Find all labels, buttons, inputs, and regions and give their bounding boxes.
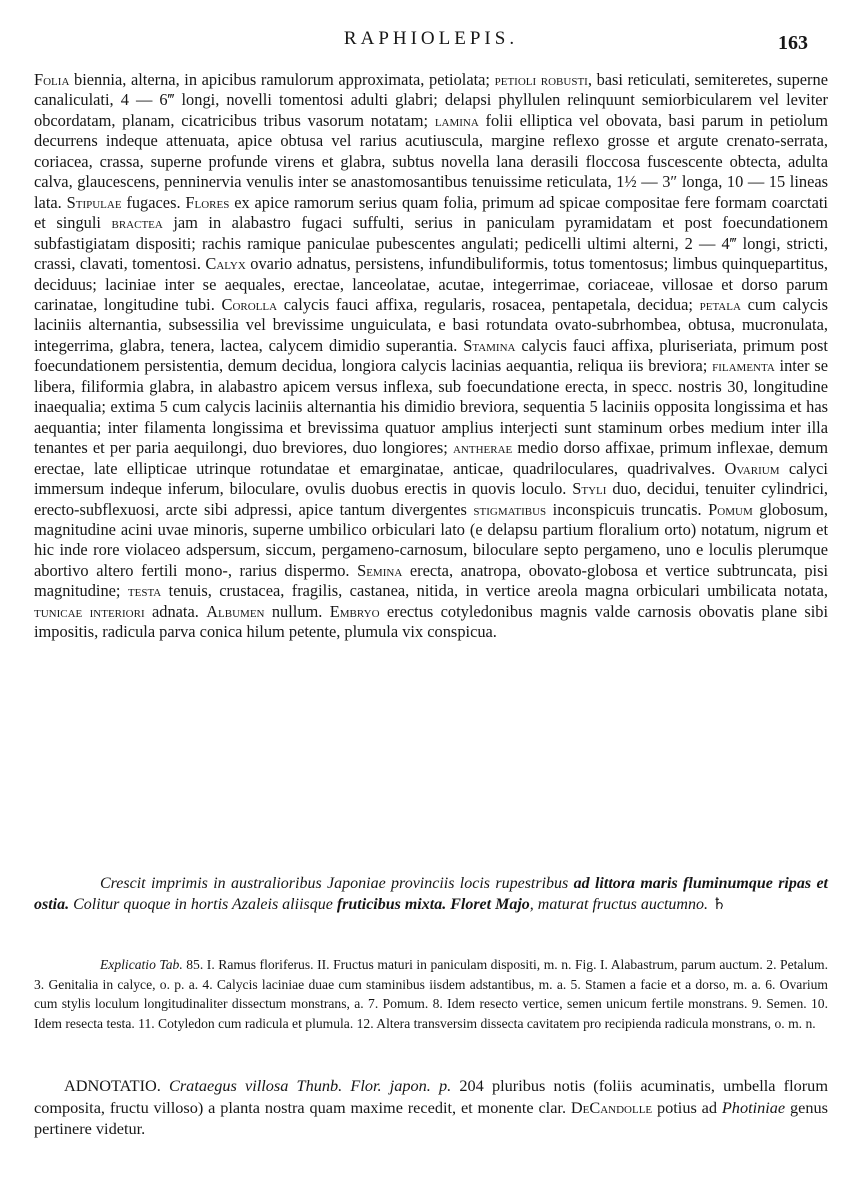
- adnotatio-text: potius ad: [652, 1097, 722, 1117]
- text-run: inconspicuis truncatis.: [546, 499, 709, 519]
- term-styli: Styli: [572, 479, 607, 499]
- term-stipulae: Stipulae: [66, 192, 122, 212]
- term-petala: petala: [699, 294, 741, 314]
- term-lamina: lamina: [434, 110, 479, 130]
- text-run: medio dorso affixae, primum inflexae, demum erectae, late ellipticae utrinque rotundatae et emarginatae, anticae, quadriloculares, quadrivalves.: [34, 438, 828, 478]
- text-run: calyci immersum indeque inferum, biloculare, ovulis duobus erectis in quovis loculo.: [34, 458, 828, 499]
- adnotatio-text: genus pertinere videtur.: [34, 1097, 828, 1138]
- description-paragraph: [34, 70, 828, 643]
- term-testa: testa: [127, 581, 162, 601]
- adnotatio-label: ADNOTATIO.: [64, 1076, 161, 1095]
- text-run: calycis fauci affixa, pluriseriata, primum post foecundationem persistentia, demum decidua, longiora calycis lacinias aequantia, reliqua iis breviora;: [34, 335, 828, 376]
- explicatio-label: Explicatio Tab.: [100, 957, 183, 972]
- page-number: 163: [778, 32, 808, 54]
- text-run: nullum.: [264, 601, 330, 621]
- term-antherae: antherae: [452, 438, 513, 458]
- text-run: biennia, alterna, in apicibus ramulorum approximata, petiolata;: [69, 70, 495, 89]
- text-run: inter se libera, filiformia glabra, in alabastro apicem versus inflexa, sub foecundatione erecta, in specc. nostris 30, longitudine inaequalia; extima 5 cum calycis laciniis alternantia his dimidio breviora, sequentia 5 laciniis opposita longissima et has aequantia; inter filamenta longissima et brevissima quatuor amplius interjecti sunt staminum orbes medium inter illa tenantes et per paria aequilongi, duo breviores, duo longiores;: [34, 356, 828, 458]
- text-run: globosum, magnitudine acini uvae minoris, superne umbilico orbiculari lato (e delapsu partium floralium orto) notatum, nigrum et hic inde rore violaceo adspersum, siccum, pergameno-carnosum, biloculare septo pergameno, uno e loculis plerumque abortivo altero fertili mono-, rarius dispermo.: [34, 499, 828, 580]
- plate-explanation: [34, 955, 828, 1033]
- term-tunicae: tunicae interiori: [34, 601, 145, 621]
- term-pomum: Pomum: [708, 499, 753, 519]
- term-folia: Folia: [34, 70, 70, 89]
- adnotatio-paragraph: [34, 1075, 828, 1140]
- running-header: RAPHIOLEPIS.: [343, 28, 519, 49]
- text-run: ex apice ramorum serius quam folia, primum ad spicae compositae fere formam coarctati et singuli: [34, 192, 828, 233]
- genus-photiniae: Photiniae: [721, 1097, 786, 1117]
- text-run: folii elliptica vel obovata, basi parum in petiolum decurrens indeque attenuata, apice obtusa vel rarius acutiuscula, margine reflexo grosse et argute crenato-serrata, coriacea, crassa, superne profunde virens et glabra, subtus novella lana derasili floccosa fuscescente obtecta, adulta calva, glaucescens, penninervia venulis inter se anastomosantibus tenuissime reticulata, 1½ — 3″ longa, 10 — 15 lineas lata.: [34, 110, 828, 212]
- text-run: duo, decidui, tenuiter cylindrici, erecto-subflexuosi, arcte sibi adpressi, apice tantum divergentes: [34, 479, 828, 519]
- adnotatio-text: 204 pluribus notis (foliis acuminatis, umbella florum composita, fructu villoso) a planta nostra quam maxime recedit, et monente clar.: [34, 1076, 828, 1117]
- text-run: tenuis, crustacea, fragilis, castanea, nitida, in vertice areola magna orbiculari umbilicata notata,: [161, 581, 828, 601]
- term-corolla: Corolla: [221, 294, 278, 314]
- habitat-text: Crescit imprimis in australioribus Japoniae provinciis locis rupestribus: [100, 875, 574, 892]
- habitat-paragraph: [34, 873, 828, 915]
- text-run: erectus cotyledonibus magnis valde carnosis obovatis plane sibi impositis, radicula parva conica hilum petente, plumula vix conspicua.: [34, 601, 829, 642]
- text-run: ovario adnatus, persistens, infundibuliformis, totus tomentosus; limbus quinquepartitus, deciduus; laciniae inter se aequales, erectae, lanceolatae, acutae, integerrimae, coriaceae, villosae et dorso parum carinatae, longitudine tubi.: [34, 254, 828, 314]
- term-petioli: petioli robusti: [494, 70, 588, 89]
- author-decandolle: DeCandolle: [570, 1097, 653, 1117]
- text-run: calycis fauci affixa, regularis, rosacea, pentapetala, decidua;: [277, 294, 700, 314]
- term-stamina: Stamina: [463, 335, 516, 355]
- text-run: fugaces.: [121, 192, 186, 212]
- term-stigmatibus: stigmatibus: [473, 499, 547, 519]
- shrub-symbol: ♄: [711, 896, 727, 913]
- text-run: jam in alabastro fugaci suffulti, serius in paniculam pyramidatam et post foecundationem subfastigiatam dispositi; rachis ramique paniculae pubescentes angulati; pedicelli ultimi alterni, 2 — 4‴ longi, stricti, crassi, clavati, tomentosi.: [34, 213, 829, 274]
- adnotatio-citation: Crataegus villosa Thunb. Flor. japon. p.: [160, 1076, 452, 1095]
- explicatio-text: 85. I. Ramus floriferus. II. Fructus maturi in paniculam dispositi, m. n. Fig. I. Alabastrum, parum auctum. 2. Petalum. 3. Genitalia in calyce, o. p. a. 4. Calycis laciniae duae cum staminibus iisdem adstantibus, m. a. 5. Stamen a facie et a dorso, m. a. 6. Ovarium cum stylis loculum longitudinaliter dissectum monstrans, a. 7. Pomum. 8. Idem resecto vertice, semen unicum fertile monstrans. 9. Semen. 10. Idem resecta testa. 11. Cotyledon cum radicula et plumula. 12. Altera transversim dissecta cavitatem pro recipienda radicula monstrans, o. m. n.: [34, 957, 828, 1031]
- text-run: , basi reticulati, semiteretes, superne canaliculati, 4 — 6‴ longi, novelli tomentosi adulti glabri; delapsi phyllulen relinquunt semiorbicularem vel leviter obcordatam, planam, cicatricibus tribus vasorum notatam;: [34, 70, 828, 130]
- habitat-text-bold: fruticibus mixta. Floret Majo: [336, 896, 530, 913]
- term-semina: Semina: [357, 560, 403, 580]
- text-run: adnata.: [144, 601, 207, 621]
- term-albumen: Albumen: [206, 601, 265, 621]
- term-calyx: Calyx: [205, 254, 246, 274]
- term-bractea: bracteа: [111, 213, 163, 233]
- text-run: cum calycis laciniis alternantia, subsessilia vel brevissime unguiculata, e basi rotundata ovato-subrhombea, obtusa, mucronulata, integerrima, glabra, tenera, lactea, calycem dimidio superantia.: [34, 294, 828, 355]
- term-filamenta: filamenta: [712, 356, 775, 376]
- term-embryo: Embryo: [329, 601, 380, 621]
- habitat-text-bold: ad littora maris fluminumque ripas et ostia.: [34, 875, 828, 913]
- habitat-text: Colitur quoque in hortis Azaleis aliisque: [69, 896, 337, 913]
- term-flores: Flores: [185, 192, 230, 212]
- term-ovarium: Ovarium: [724, 458, 780, 478]
- text-run: erecta, anatropa, obovato-globosa et vertice subtruncata, pisi magnitudine;: [34, 560, 828, 601]
- habitat-text: , maturat fructus auctumno.: [529, 896, 712, 913]
